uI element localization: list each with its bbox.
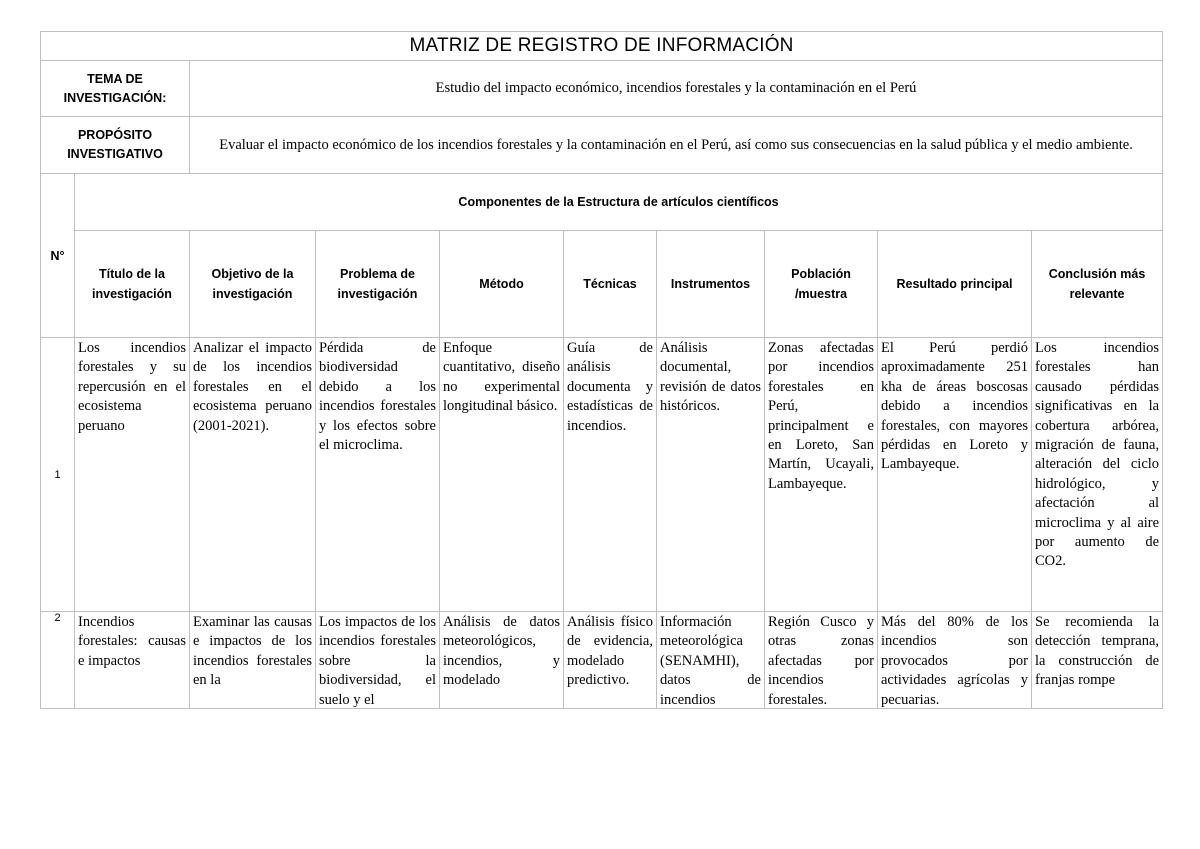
cell-conclusion [1032, 612, 1163, 709]
cell-metodo [440, 612, 564, 709]
cell-conclusion-text: Se recomienda la detección temprana, la construcción de franjas rompe [1035, 614, 1160, 689]
cell-titulo: Los incendios forestales y su repercusión en el ecosistema peruano [75, 338, 190, 612]
information-matrix-table [40, 31, 1163, 709]
title-row [41, 32, 1163, 61]
header-poblacion: Población /muestra [765, 231, 878, 338]
proposito-value: Evaluar el impacto económico de los incendios forestales y la contaminación en el Perú, así como sus consecuencias en la salud pública y el medio ambiente. [190, 117, 1163, 174]
cell-instrumentos: Análisis documental, revisión de datos históricos. [657, 338, 765, 612]
cell-poblacion: Zonas afectadas por incendios forestales en Perú, principalment e en Loreto, San Martín, Ucayali, Lambayeque. [765, 338, 878, 612]
header-metodo: Método [440, 231, 564, 338]
cell-problema [316, 612, 440, 709]
header-conclusion: Conclusión más relevante [1032, 231, 1163, 338]
tema-row [41, 61, 1163, 117]
header-problema: Problema de investigación [316, 231, 440, 338]
cell-metodo-text: Análisis de datos meteorológicos, incendios, y modelado [443, 614, 560, 689]
cell-metodo: Enfoque cuantitativo, diseño no experimental longitudinal básico. [440, 338, 564, 612]
cell-poblacion [765, 612, 878, 709]
row-number: 1 [41, 338, 75, 612]
cell-poblacion-text: Región Cusco y otras zonas afectadas por incendios forestales. [768, 614, 874, 708]
cell-instrumentos [657, 612, 765, 709]
header-titulo: Título de la investigación [75, 231, 190, 338]
table-row [41, 612, 1163, 709]
cell-titulo-text: Incendios forestales: causas e impactos [78, 614, 186, 669]
column-headers-row [41, 231, 1163, 338]
cell-tecnicas [564, 612, 657, 709]
header-tecnicas: Técnicas [564, 231, 657, 338]
cell-resultado-text: Más del 80% de los incendios son provocados por actividades agrícolas y pecuarias. [881, 614, 1028, 708]
cell-conclusion: Los incendios forestales han causado pérdidas significativas en la cobertura arbórea, migración de fauna, alteración del ciclo hidrológico, y afectación al microclima y al aire por aumento de CO2. [1032, 338, 1163, 612]
cell-problema-text: Los impactos de los incendios forestales sobre la biodiversidad, el suelo y el [319, 614, 436, 708]
header-resultado: Resultado principal [878, 231, 1032, 338]
cell-objetivo: Analizar el impacto de los incendios forestales en el ecosistema peruano (2001-2021). [190, 338, 316, 612]
proposito-row [41, 117, 1163, 174]
cell-instrumentos-text: Información meteorológica (SENAMHI), datos de incendios [660, 614, 761, 708]
components-header: Componentes de la Estructura de artículos científicos [75, 174, 1163, 231]
header-instrumentos: Instrumentos [657, 231, 765, 338]
cell-titulo [75, 612, 190, 709]
table-row [41, 338, 1163, 612]
components-row [41, 174, 1163, 231]
header-objetivo: Objetivo de la investigación [190, 231, 316, 338]
cell-problema: Pérdida de biodiversidad debido a los incendios forestales y los efectos sobre el microclima. [316, 338, 440, 612]
cell-tecnicas-text: Análisis físico de evidencia, modelado predictivo. [567, 614, 653, 689]
cell-objetivo-text: Examinar las causas e impactos de los incendios forestales en la [193, 614, 312, 689]
cell-objetivo [190, 612, 316, 709]
cell-resultado: El Perú perdió aproximadamente 251 kha de áreas boscosas debido a incendios forestales, con mayores pérdidas en Loreto y Lambayeque. [878, 338, 1032, 612]
tema-label: TEMA DE INVESTIGACIÓN: [41, 61, 190, 117]
tema-value: Estudio del impacto económico, incendios forestales y la contaminación en el Perú [190, 61, 1163, 117]
matrix-title: MATRIZ DE REGISTRO DE INFORMACIÓN [41, 32, 1163, 61]
number-column-header: N° [41, 174, 75, 338]
proposito-label: PROPÓSITO INVESTIGATIVO [41, 117, 190, 174]
cell-tecnicas: Guía de análisis documenta y estadísticas de incendios. [564, 338, 657, 612]
row-number: 2 [41, 612, 75, 709]
cell-resultado [878, 612, 1032, 709]
